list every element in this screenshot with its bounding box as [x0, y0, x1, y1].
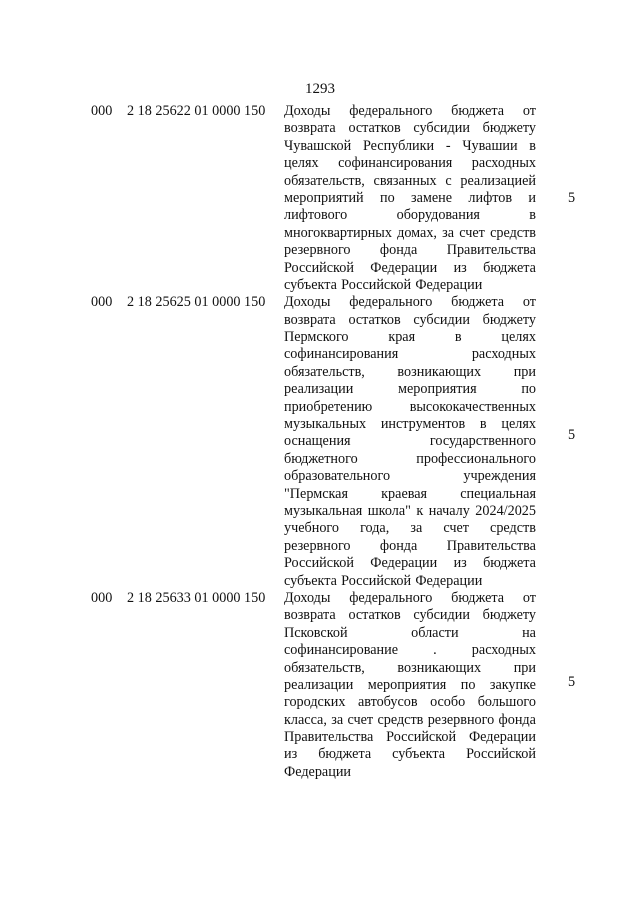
table-row [0, 103, 640, 294]
description-line: Российской Федерации из бюджета [284, 259, 536, 276]
description-line: мероприятий по замене лифтов и [284, 189, 536, 206]
description-line: возврата остатков субсидии бюджету [284, 311, 536, 328]
description-line: Федерации [284, 763, 352, 780]
table-row [0, 294, 640, 590]
description-line: резервного фонда Правительства [284, 537, 536, 554]
description-line: многоквартирных домах, за счет средств [284, 224, 536, 241]
amount: 5 [568, 190, 576, 206]
description-line: обязательств, возникающих при [284, 363, 536, 380]
description-line: музыкальная школа" к началу 2024/2025 [284, 502, 536, 519]
description-line: Доходы федерального бюджета от [284, 103, 536, 119]
page-number: 1293 [305, 81, 335, 97]
description-line: резервного фонда Правительства [284, 242, 536, 259]
admin-code: 000 [91, 103, 113, 119]
admin-code: 000 [91, 294, 113, 311]
description-line: Российской Федерации из бюджета [284, 555, 536, 572]
description-line: субъекта Российской Федерации [284, 572, 483, 589]
description-line: Пермского края в целях [284, 329, 536, 346]
description-line: Псковской области на [284, 624, 536, 641]
description-line: "Пермская краевая специальная [284, 485, 536, 502]
revenue-description [284, 590, 536, 781]
description-line: учебного года, за счет средств [284, 520, 536, 537]
table-row [0, 590, 640, 781]
description-line: приобретению высококачественных [284, 398, 536, 415]
description-line: музыкальных инструментов в целях [284, 416, 536, 433]
amount: 5 [568, 427, 576, 444]
description-line: обязательств, связанных с реализацией [284, 172, 536, 189]
description-line: образовательного учреждения [284, 468, 536, 485]
description-line: софинансирования расходных [284, 346, 536, 363]
description-line: класса, за счет средств резервного фонда [284, 711, 536, 728]
description-line: Доходы федерального бюджета от [284, 589, 536, 606]
revenue-code: 2 18 25633 01 0000 150 [127, 589, 266, 606]
description-line: возврата остатков субсидии бюджету [284, 120, 536, 137]
description-line: лифтового оборудования в [284, 207, 536, 224]
description-line: реализации мероприятия по [284, 381, 536, 398]
admin-code: 000 [91, 589, 113, 606]
revenue-code: 2 18 25625 01 0000 150 [127, 294, 266, 311]
revenue-table [0, 103, 640, 781]
description-line: целях софинансирования расходных [284, 155, 536, 172]
description-line: реализации мероприятия по закупке [284, 676, 536, 693]
description-line: из бюджета субъекта Российской [284, 746, 536, 763]
description-line: бюджетного профессионального [284, 450, 536, 467]
revenue-description [284, 103, 536, 294]
revenue-code: 2 18 25622 01 0000 150 [127, 103, 266, 119]
revenue-description [284, 294, 536, 590]
description-line: софинансирование . расходных [284, 642, 536, 659]
description-line: возврата остатков субсидии бюджету [284, 607, 536, 624]
description-line: Правительства Российской Федерации [284, 729, 536, 746]
description-line: Чувашской Республики - Чувашии в [284, 137, 536, 154]
description-line: субъекта Российской Федерации [284, 276, 483, 293]
description-line: обязательств, возникающих при [284, 659, 536, 676]
amount: 5 [568, 673, 576, 690]
description-line: оснащения государственного [284, 433, 536, 450]
description-line: городских автобусов особо большого [284, 694, 536, 711]
description-line: Доходы федерального бюджета от [284, 294, 536, 311]
